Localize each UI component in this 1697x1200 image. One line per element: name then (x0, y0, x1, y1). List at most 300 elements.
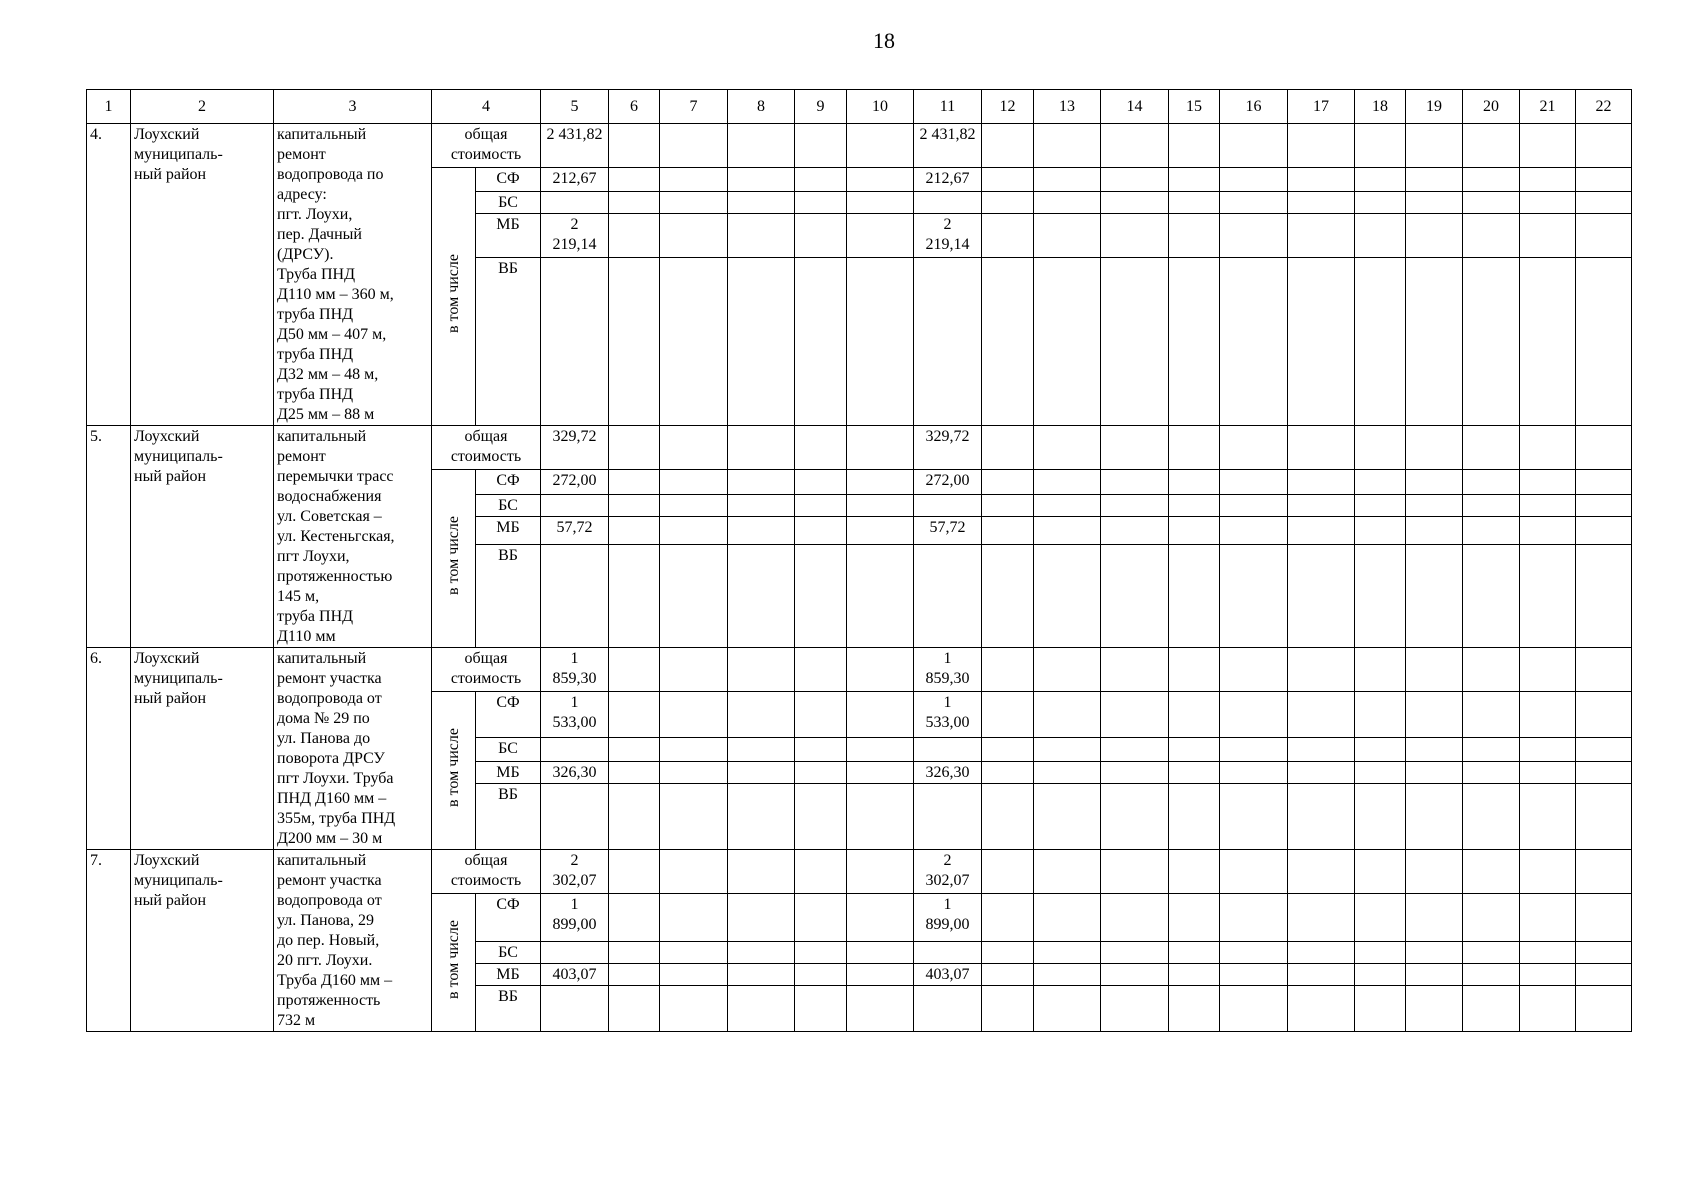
value-cell (847, 964, 914, 986)
value-cell (1406, 942, 1463, 964)
value-cell (1220, 986, 1288, 1032)
column-number: 21 (1520, 90, 1576, 124)
value-cell (914, 762, 982, 784)
value-cell (660, 738, 728, 762)
value-cell (660, 762, 728, 784)
value-cell (1520, 648, 1576, 692)
value-cell (1355, 124, 1406, 168)
value-cell (1288, 850, 1355, 894)
value-cell (1101, 192, 1169, 214)
value-cell (1169, 648, 1220, 692)
value-cell (982, 258, 1034, 426)
description-line: дома № 29 по (277, 710, 370, 727)
value-cell (1101, 692, 1169, 738)
value-cell (1463, 495, 1520, 517)
value-cell (1288, 258, 1355, 426)
table-row (87, 426, 1632, 470)
total-cost-label-line: стоимость (450, 448, 522, 465)
value-cell (1463, 192, 1520, 214)
column-number: 9 (795, 90, 847, 124)
value-cell (1520, 517, 1576, 545)
value-cell (728, 192, 795, 214)
value-line: 1 (570, 650, 579, 667)
value-cell (609, 168, 660, 192)
value-cell (1520, 762, 1576, 784)
value-cell (1576, 648, 1632, 692)
description-line: пгт. Лоухи, (277, 206, 353, 223)
value-cell (1288, 168, 1355, 192)
value-line: 2 (570, 216, 579, 233)
value-cell (1220, 517, 1288, 545)
value-cell (609, 470, 660, 495)
total-cost-label-line: стоимость (450, 146, 522, 163)
value-cell (660, 986, 728, 1032)
value-cell (1406, 470, 1463, 495)
value-cell (914, 545, 982, 648)
value-cell (914, 426, 982, 470)
source-label-vb: ВБ (476, 545, 541, 648)
value-cell (982, 168, 1034, 192)
value-cell (609, 986, 660, 1032)
value-cell (1034, 124, 1101, 168)
source-label-sf: СФ (476, 692, 541, 738)
total-cost-label-line: общая (464, 852, 508, 869)
value-cell (1288, 470, 1355, 495)
value-cell (660, 495, 728, 517)
value-cell (660, 964, 728, 986)
value-cell (1169, 124, 1220, 168)
value-cell (1101, 850, 1169, 894)
value-cell (728, 470, 795, 495)
value-cell (847, 545, 914, 648)
value-cell (1520, 850, 1576, 894)
value-cell (795, 894, 847, 942)
value-cell (1463, 850, 1520, 894)
page-number: 18 (873, 28, 895, 53)
value-cell (795, 470, 847, 495)
value-cell (1034, 942, 1101, 964)
value-cell (1034, 738, 1101, 762)
description-line: водопровода по (277, 166, 384, 183)
description-line: ул. Кестеньгская, (277, 528, 395, 545)
value-line: 533,00 (552, 714, 597, 731)
district-line: муниципаль- (134, 670, 223, 687)
description-line: труба ПНД (277, 346, 354, 363)
value-cell (1520, 214, 1576, 258)
value-cell (1406, 545, 1463, 648)
value-cell (728, 692, 795, 738)
value-cell (660, 426, 728, 470)
description-line: перемычки трасс (277, 468, 394, 485)
value-cell (1288, 517, 1355, 545)
description-line: 145 м, (277, 588, 320, 605)
value-cell (1463, 214, 1520, 258)
description-line: до пер. Новый, (277, 932, 380, 949)
row-number: 7. (87, 850, 131, 1032)
value-cell (1101, 470, 1169, 495)
source-label-sf: СФ (476, 894, 541, 942)
value-cell (728, 738, 795, 762)
value-cell (1034, 894, 1101, 942)
value-cell (1355, 517, 1406, 545)
value-cell (847, 426, 914, 470)
value-cell (1520, 192, 1576, 214)
value-line: 272,00 (925, 472, 970, 489)
total-cost-label-line: общая (464, 428, 508, 445)
district-line: Лоухский (134, 428, 200, 445)
value-line: 1 (943, 694, 952, 711)
value-cell (1288, 545, 1355, 648)
value-cell (1576, 168, 1632, 192)
value-cell (1169, 495, 1220, 517)
value-cell (1220, 124, 1288, 168)
value-cell (847, 894, 914, 942)
value-cell (1406, 762, 1463, 784)
value-line: 899,00 (925, 916, 970, 933)
value-cell (1355, 470, 1406, 495)
value-line: 219,14 (552, 236, 597, 253)
value-line: 329,72 (552, 428, 597, 445)
value-cell (847, 168, 914, 192)
value-cell (914, 942, 982, 964)
value-cell (1101, 964, 1169, 986)
value-line: 2 (943, 852, 952, 869)
row-number: 6. (87, 648, 131, 850)
value-cell (1355, 762, 1406, 784)
value-cell (1355, 942, 1406, 964)
value-cell (1220, 545, 1288, 648)
including-label-text: в том числе (444, 920, 462, 999)
column-number: 19 (1406, 90, 1463, 124)
source-label-mb: МБ (476, 214, 541, 258)
value-cell (541, 964, 609, 986)
source-label-mb: МБ (476, 517, 541, 545)
value-cell (1101, 545, 1169, 648)
value-cell (1288, 762, 1355, 784)
value-cell (1220, 850, 1288, 894)
value-cell (1101, 894, 1169, 942)
value-cell (1355, 692, 1406, 738)
value-cell (847, 214, 914, 258)
value-cell (914, 692, 982, 738)
value-cell (541, 495, 609, 517)
district-line: муниципаль- (134, 448, 223, 465)
value-cell (1355, 214, 1406, 258)
value-line: 57,72 (929, 519, 966, 536)
value-cell (609, 192, 660, 214)
value-cell (609, 214, 660, 258)
source-label-vb: ВБ (476, 784, 541, 850)
description-line: протяженностью (277, 568, 393, 585)
value-line: 1 (570, 896, 579, 913)
description-line: водопровода от (277, 690, 382, 707)
value-cell (914, 517, 982, 545)
value-cell (1101, 648, 1169, 692)
value-cell (1288, 964, 1355, 986)
description-line: адресу: (277, 186, 327, 203)
source-label-vb: ВБ (476, 986, 541, 1032)
value-cell (1576, 517, 1632, 545)
including-label (432, 168, 476, 426)
value-cell (1576, 762, 1632, 784)
budget-table (86, 89, 1632, 1032)
value-cell (1355, 850, 1406, 894)
description-line: протяженность (277, 992, 381, 1009)
total-cost-label (432, 850, 541, 894)
value-cell (1169, 894, 1220, 942)
column-number: 16 (1220, 90, 1288, 124)
value-cell (1169, 517, 1220, 545)
value-cell (609, 426, 660, 470)
description-line: ремонт (277, 448, 326, 465)
description-line: Труба Д160 мм – (277, 972, 393, 989)
value-cell (1520, 258, 1576, 426)
value-line: 2 431,82 (546, 126, 603, 143)
source-label-vb: ВБ (476, 258, 541, 426)
total-cost-label-line: общая (464, 126, 508, 143)
value-cell (914, 192, 982, 214)
value-cell (660, 692, 728, 738)
value-cell (795, 738, 847, 762)
value-cell (1520, 964, 1576, 986)
value-cell (1220, 964, 1288, 986)
value-cell (660, 258, 728, 426)
value-cell (660, 894, 728, 942)
value-cell (847, 762, 914, 784)
total-cost-label-line: общая (464, 650, 508, 667)
description-line: капитальный (277, 650, 367, 667)
value-cell (660, 942, 728, 964)
value-cell (1034, 517, 1101, 545)
value-cell (1101, 942, 1169, 964)
value-cell (1355, 426, 1406, 470)
column-number: 17 (1288, 90, 1355, 124)
value-cell (982, 986, 1034, 1032)
value-cell (660, 784, 728, 850)
value-line: 326,30 (925, 764, 970, 781)
column-number: 3 (274, 90, 432, 124)
value-cell (982, 495, 1034, 517)
value-cell (1576, 784, 1632, 850)
description-cell (274, 850, 432, 1032)
value-cell (728, 964, 795, 986)
district-cell (131, 648, 274, 850)
value-cell (795, 545, 847, 648)
value-cell (795, 192, 847, 214)
description-line: пер. Дачный (277, 226, 362, 243)
description-line: пгт Лоухи. Труба (277, 770, 394, 787)
value-cell (728, 495, 795, 517)
total-cost-label-line: стоимость (450, 670, 522, 687)
source-label-mb: МБ (476, 964, 541, 986)
value-cell (982, 124, 1034, 168)
value-cell (541, 192, 609, 214)
description-cell (274, 648, 432, 850)
value-cell (1576, 738, 1632, 762)
value-line: 272,00 (552, 472, 597, 489)
value-cell (1034, 692, 1101, 738)
total-cost-label-line: стоимость (450, 872, 522, 889)
value-cell (1169, 850, 1220, 894)
total-cost-label (432, 648, 541, 692)
value-cell (795, 214, 847, 258)
value-cell (1169, 942, 1220, 964)
value-cell (1101, 124, 1169, 168)
value-cell (1220, 258, 1288, 426)
value-line: 533,00 (925, 714, 970, 731)
value-cell (1288, 894, 1355, 942)
description-cell (274, 426, 432, 648)
value-cell (1463, 426, 1520, 470)
value-cell (1406, 692, 1463, 738)
value-cell (982, 738, 1034, 762)
value-cell (982, 942, 1034, 964)
value-line: 212,67 (925, 170, 970, 187)
description-line: 732 м (277, 1012, 316, 1029)
value-cell (1169, 258, 1220, 426)
value-cell (541, 692, 609, 738)
value-cell (847, 692, 914, 738)
value-cell (660, 545, 728, 648)
description-cell (274, 124, 432, 426)
value-cell (609, 258, 660, 426)
value-cell (609, 894, 660, 942)
value-cell (982, 762, 1034, 784)
value-cell (609, 692, 660, 738)
value-cell (728, 517, 795, 545)
column-number: 8 (728, 90, 795, 124)
column-number: 4 (432, 90, 541, 124)
value-cell (914, 648, 982, 692)
source-label-bs: БС (476, 738, 541, 762)
value-cell (728, 850, 795, 894)
column-number: 14 (1101, 90, 1169, 124)
value-cell (1576, 894, 1632, 942)
value-cell (1220, 692, 1288, 738)
value-cell (1169, 986, 1220, 1032)
value-line: 1 (943, 896, 952, 913)
table-row (87, 124, 1632, 168)
value-cell (1034, 214, 1101, 258)
value-cell (1288, 495, 1355, 517)
district-cell (131, 850, 274, 1032)
value-cell (1520, 495, 1576, 517)
value-cell (609, 495, 660, 517)
value-cell (1034, 762, 1101, 784)
column-number: 20 (1463, 90, 1520, 124)
description-line: поворота ДРСУ (277, 750, 385, 767)
value-line: 326,30 (552, 764, 597, 781)
column-number: 1 (87, 90, 131, 124)
value-cell (982, 784, 1034, 850)
value-line: 403,07 (552, 966, 597, 983)
value-cell (1463, 894, 1520, 942)
value-cell (1520, 894, 1576, 942)
column-number: 11 (914, 90, 982, 124)
value-cell (728, 986, 795, 1032)
row-number: 5. (87, 426, 131, 648)
value-cell (728, 784, 795, 850)
value-cell (1406, 738, 1463, 762)
source-label-sf: СФ (476, 470, 541, 495)
value-cell (1169, 214, 1220, 258)
value-cell (1034, 784, 1101, 850)
value-cell (795, 762, 847, 784)
value-cell (795, 124, 847, 168)
value-cell (1169, 168, 1220, 192)
value-cell (847, 258, 914, 426)
value-cell (609, 964, 660, 986)
value-cell (795, 168, 847, 192)
value-cell (541, 762, 609, 784)
value-cell (728, 545, 795, 648)
value-cell (1463, 124, 1520, 168)
value-cell (1355, 545, 1406, 648)
value-cell (1288, 784, 1355, 850)
value-cell (1220, 470, 1288, 495)
value-cell (1520, 784, 1576, 850)
value-cell (1288, 738, 1355, 762)
value-cell (914, 986, 982, 1032)
column-number: 6 (609, 90, 660, 124)
value-cell (1463, 258, 1520, 426)
value-cell (1406, 894, 1463, 942)
value-cell (795, 692, 847, 738)
value-cell (1576, 214, 1632, 258)
source-label-bs: БС (476, 942, 541, 964)
table-row (87, 648, 1632, 692)
value-cell (847, 738, 914, 762)
value-cell (914, 214, 982, 258)
value-cell (1463, 942, 1520, 964)
value-cell (541, 470, 609, 495)
description-line: Д25 мм – 88 м (277, 406, 375, 423)
total-cost-label (432, 426, 541, 470)
including-label (432, 894, 476, 1032)
value-cell (1463, 648, 1520, 692)
description-line: (ДРСУ). (277, 246, 334, 263)
value-cell (914, 964, 982, 986)
description-line: труба ПНД (277, 386, 354, 403)
district-line: ный район (134, 690, 207, 707)
value-cell (1576, 942, 1632, 964)
including-label-text: в том числе (444, 254, 462, 333)
value-cell (1034, 964, 1101, 986)
value-cell (1288, 942, 1355, 964)
value-cell (1576, 964, 1632, 986)
column-number: 7 (660, 90, 728, 124)
value-cell (847, 517, 914, 545)
value-cell (847, 850, 914, 894)
value-cell (660, 214, 728, 258)
value-cell (1463, 545, 1520, 648)
value-cell (1406, 426, 1463, 470)
value-line: 403,07 (925, 966, 970, 983)
district-line: Лоухский (134, 126, 200, 143)
district-line: муниципаль- (134, 872, 223, 889)
value-line: 57,72 (556, 519, 593, 536)
value-cell (1101, 517, 1169, 545)
description-line: капитальный (277, 126, 367, 143)
value-cell (795, 942, 847, 964)
value-cell (795, 784, 847, 850)
value-cell (1463, 964, 1520, 986)
value-cell (982, 214, 1034, 258)
district-line: ный район (134, 468, 207, 485)
value-cell (1288, 692, 1355, 738)
value-cell (660, 517, 728, 545)
value-line: 212,67 (552, 170, 597, 187)
